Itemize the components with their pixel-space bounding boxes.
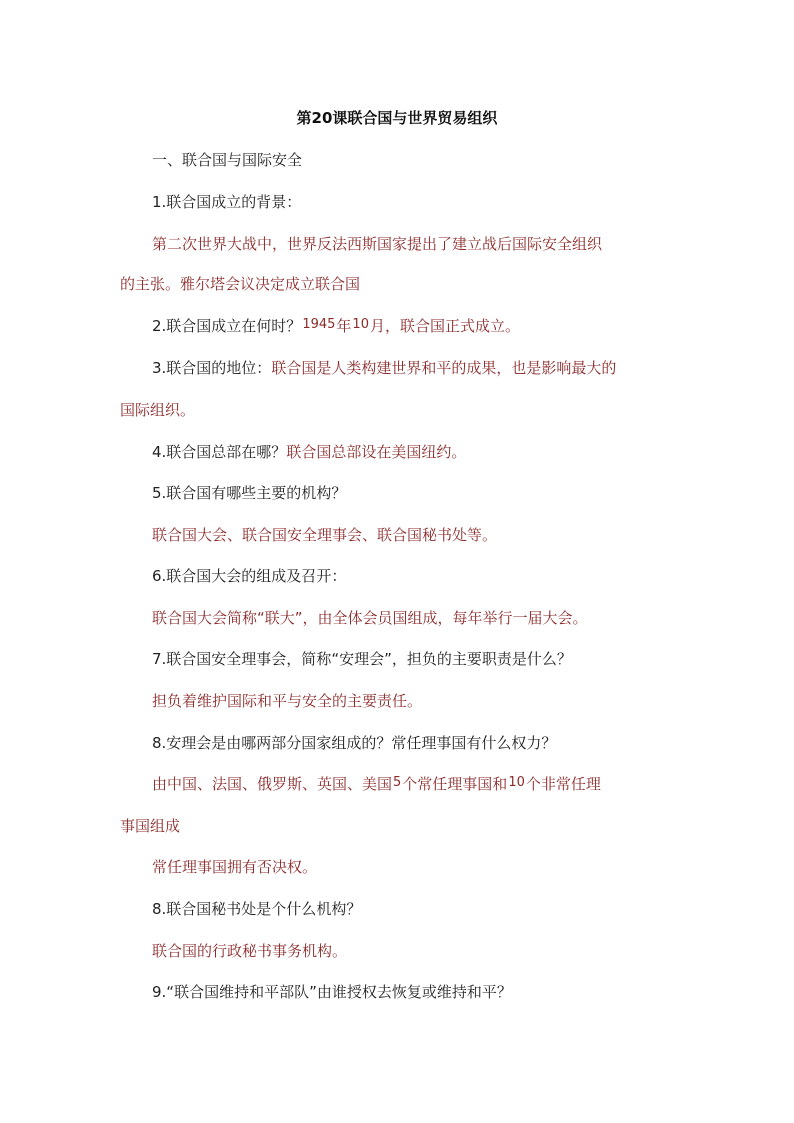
question-4: 4.联合国总部在哪？ — [152, 443, 287, 461]
question-6: 6.联合国大会的组成及召开： — [152, 567, 347, 585]
question-2: 2.联合国成立在何时？ — [152, 317, 302, 335]
question-8b: 8.联合国秘书处是个什么机构？ — [152, 900, 362, 918]
answer-8b: 联合国的行政秘书事务机构。 — [152, 942, 348, 960]
question-3: 3.联合国的地位： — [152, 359, 272, 377]
question-8a: 8.安理会是由哪两部分国家组成的？常任理事国有什么权力？ — [152, 734, 557, 752]
question-5: 5.联合国有哪些主要的机构？ — [152, 484, 347, 502]
answer-8a-pre: 由中国、法国、俄罗斯、英国、美国 — [152, 775, 393, 793]
question-answer-2 — [152, 314, 520, 340]
answer-8a-mid: 个常任理事国和 — [402, 775, 508, 793]
answer-8a-line-3: 常任理事国拥有否决权。 — [152, 858, 318, 876]
answer-8a-post: 个非常任理 — [525, 775, 601, 793]
question-7: 7.联合国安全理事会，简称“安理会”，担负的主要职责是什么？ — [152, 650, 572, 668]
page-title: 第20课联合国与世界贸易组织 — [296, 109, 498, 127]
answer-6: 联合国大会简称“联大”，由全体会员国组成，每年举行一届大会。 — [152, 609, 588, 627]
answer-2-rest: 月，联合国正式成立。 — [369, 317, 520, 335]
answer-3-line-1: 联合国是人类构建世界和平的成果，也是影响最大的 — [271, 359, 617, 377]
answer-8a-line-2: 事国组成 — [120, 817, 181, 835]
answer-1-line-2: 的主张。雅尔塔会议决定成立联合国 — [120, 275, 361, 293]
answer-8a-num-permanent: 5 — [393, 775, 402, 790]
answer-2-year-unit: 年 — [336, 317, 352, 335]
answer-3-line-2: 国际组织。 — [120, 401, 196, 419]
question-answer-3 — [152, 356, 616, 380]
answer-2-month: 10 — [352, 317, 369, 332]
section-heading: 一、联合国与国际安全 — [152, 151, 303, 169]
answer-7: 担负着维护国际和平与安全的主要责任。 — [152, 692, 423, 710]
answer-4: 联合国总部设在美国纽约。 — [286, 443, 467, 461]
question-answer-4 — [152, 440, 466, 464]
answer-1-line-1: 第二次世界大战中，世界反法西斯国家提出了建立战后国际安全组织 — [152, 235, 603, 253]
answer-2-year: 1945 — [302, 317, 336, 332]
answer-5: 联合国大会、联合国安全理事会、联合国秘书处等。 — [152, 526, 498, 544]
question-9: 9.“联合国维持和平部队”由谁授权去恢复或维持和平？ — [152, 983, 512, 1001]
question-1: 1.联合国成立的背景： — [152, 193, 302, 211]
answer-8a-line-1 — [152, 772, 601, 798]
answer-8a-num-nonpermanent: 10 — [508, 775, 525, 790]
